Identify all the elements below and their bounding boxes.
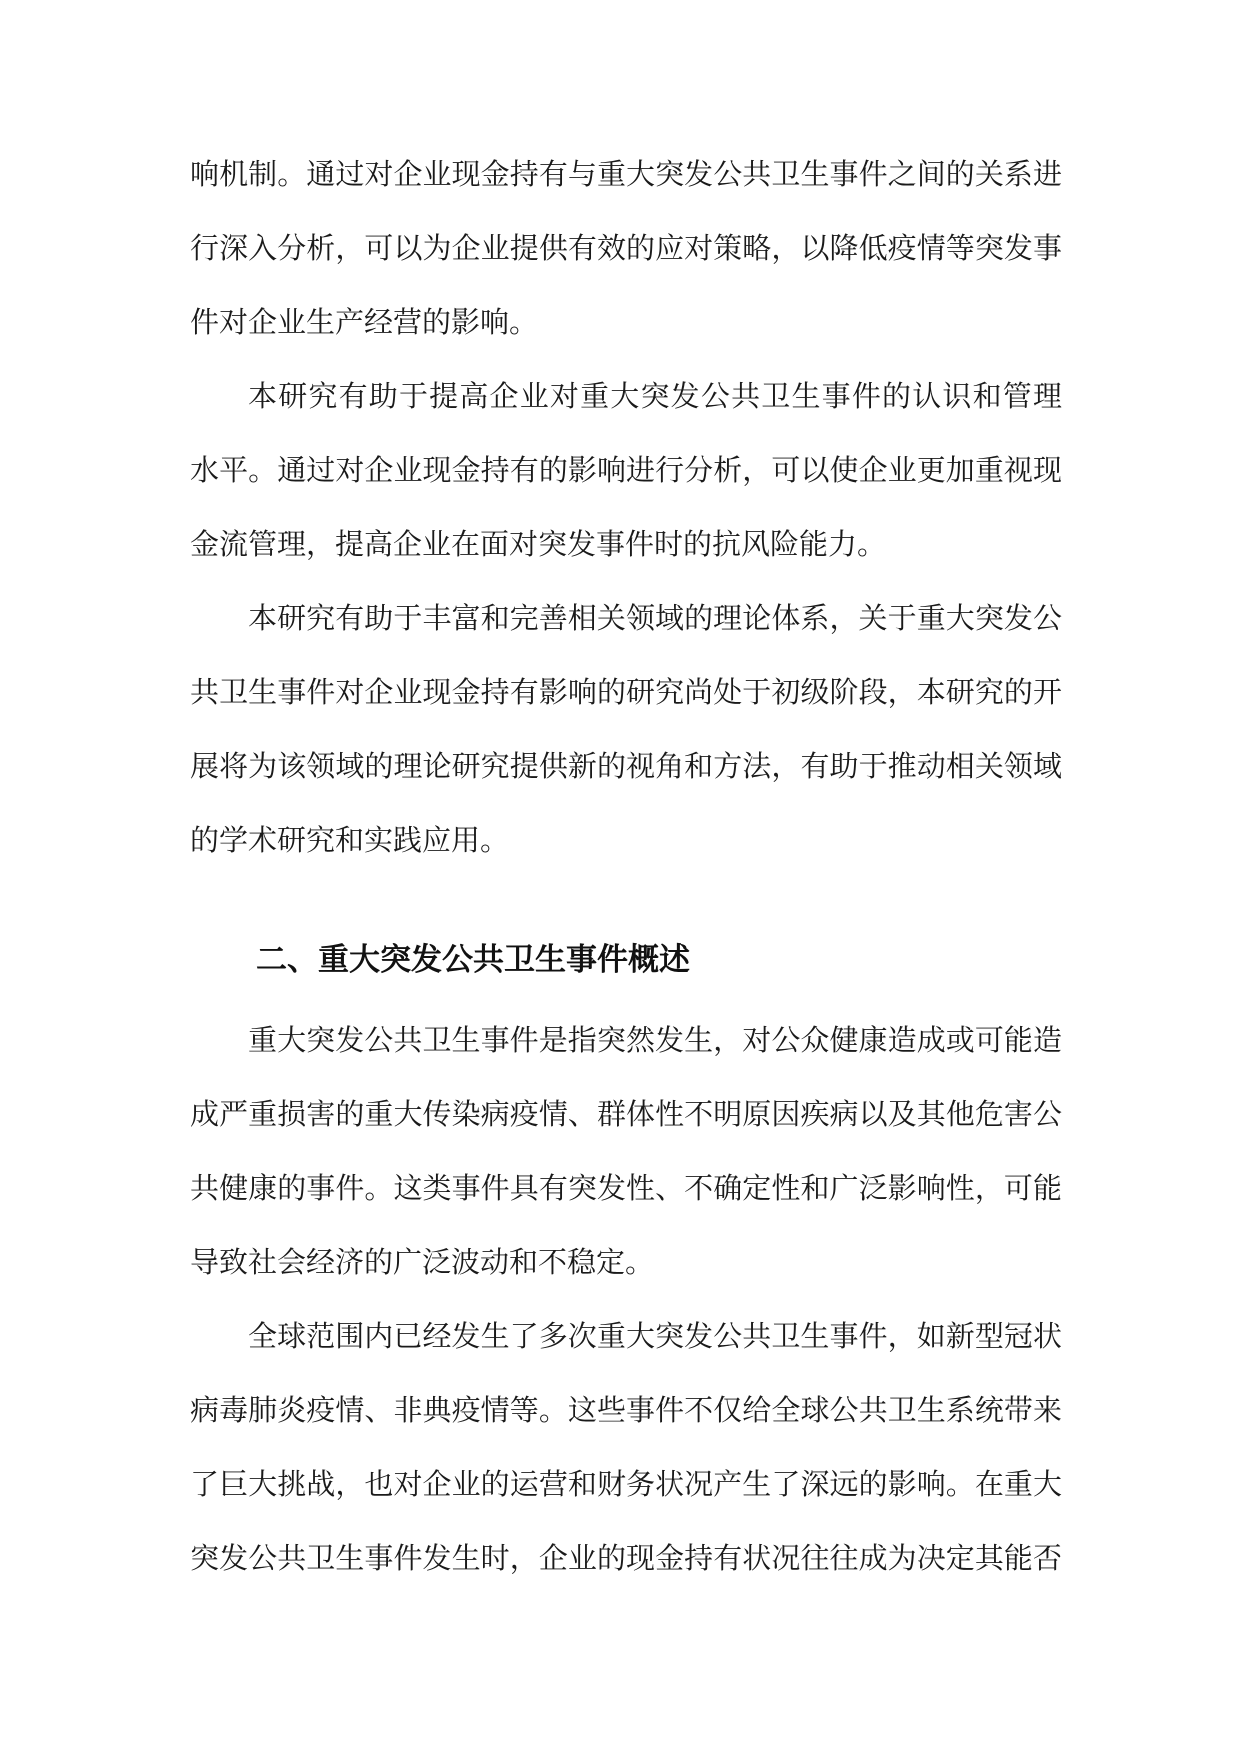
paragraph-line: 重大突发公共卫生事件是指突然发生，对公众健康造成或可能造 xyxy=(248,1023,1062,1057)
paragraph-line: 行深入分析，可以为企业提供有效的应对策略，以降低疫情等突发事 xyxy=(190,231,1062,265)
paragraph-line: 响机制。通过对企业现金持有与重大突发公共卫生事件之间的关系进 xyxy=(190,157,1062,191)
paragraph-line: 的学术研究和实践应用。 xyxy=(190,823,510,857)
paragraph-line: 本研究有助于丰富和完善相关领域的理论体系，关于重大突发公 xyxy=(248,601,1062,635)
paragraph-line: 金流管理，提高企业在面对突发事件时的抗风险能力。 xyxy=(190,527,887,561)
paragraph-line: 水平。通过对企业现金持有的影响进行分析，可以使企业更加重视现 xyxy=(190,453,1062,487)
section-heading: 二、重大突发公共卫生事件概述 xyxy=(256,942,690,978)
paragraph-line: 了巨大挑战，也对企业的运营和财务状况产生了深远的影响。在重大 xyxy=(190,1467,1062,1501)
paragraph-line: 成严重损害的重大传染病疫情、群体性不明原因疾病以及其他危害公 xyxy=(190,1097,1062,1131)
paragraph-line: 病毒肺炎疫情、非典疫情等。这些事件不仅给全球公共卫生系统带来 xyxy=(190,1393,1062,1427)
paragraph-line: 展将为该领域的理论研究提供新的视角和方法，有助于推动相关领域 xyxy=(190,749,1062,783)
paragraph-line: 全球范围内已经发生了多次重大突发公共卫生事件，如新型冠状 xyxy=(248,1319,1062,1353)
paragraph-line: 件对企业生产经营的影响。 xyxy=(190,305,539,339)
paragraph-line: 共卫生事件对企业现金持有影响的研究尚处于初级阶段，本研究的开 xyxy=(190,675,1062,709)
paragraph-line: 共健康的事件。这类事件具有突发性、不确定性和广泛影响性，可能 xyxy=(190,1171,1062,1205)
paragraph-line: 本研究有助于提高企业对重大突发公共卫生事件的认识和管理 xyxy=(248,379,1062,413)
paragraph-line: 突发公共卫生事件发生时，企业的现金持有状况往往成为决定其能否 xyxy=(190,1541,1062,1575)
paragraph-line: 导致社会经济的广泛波动和不稳定。 xyxy=(190,1245,655,1279)
